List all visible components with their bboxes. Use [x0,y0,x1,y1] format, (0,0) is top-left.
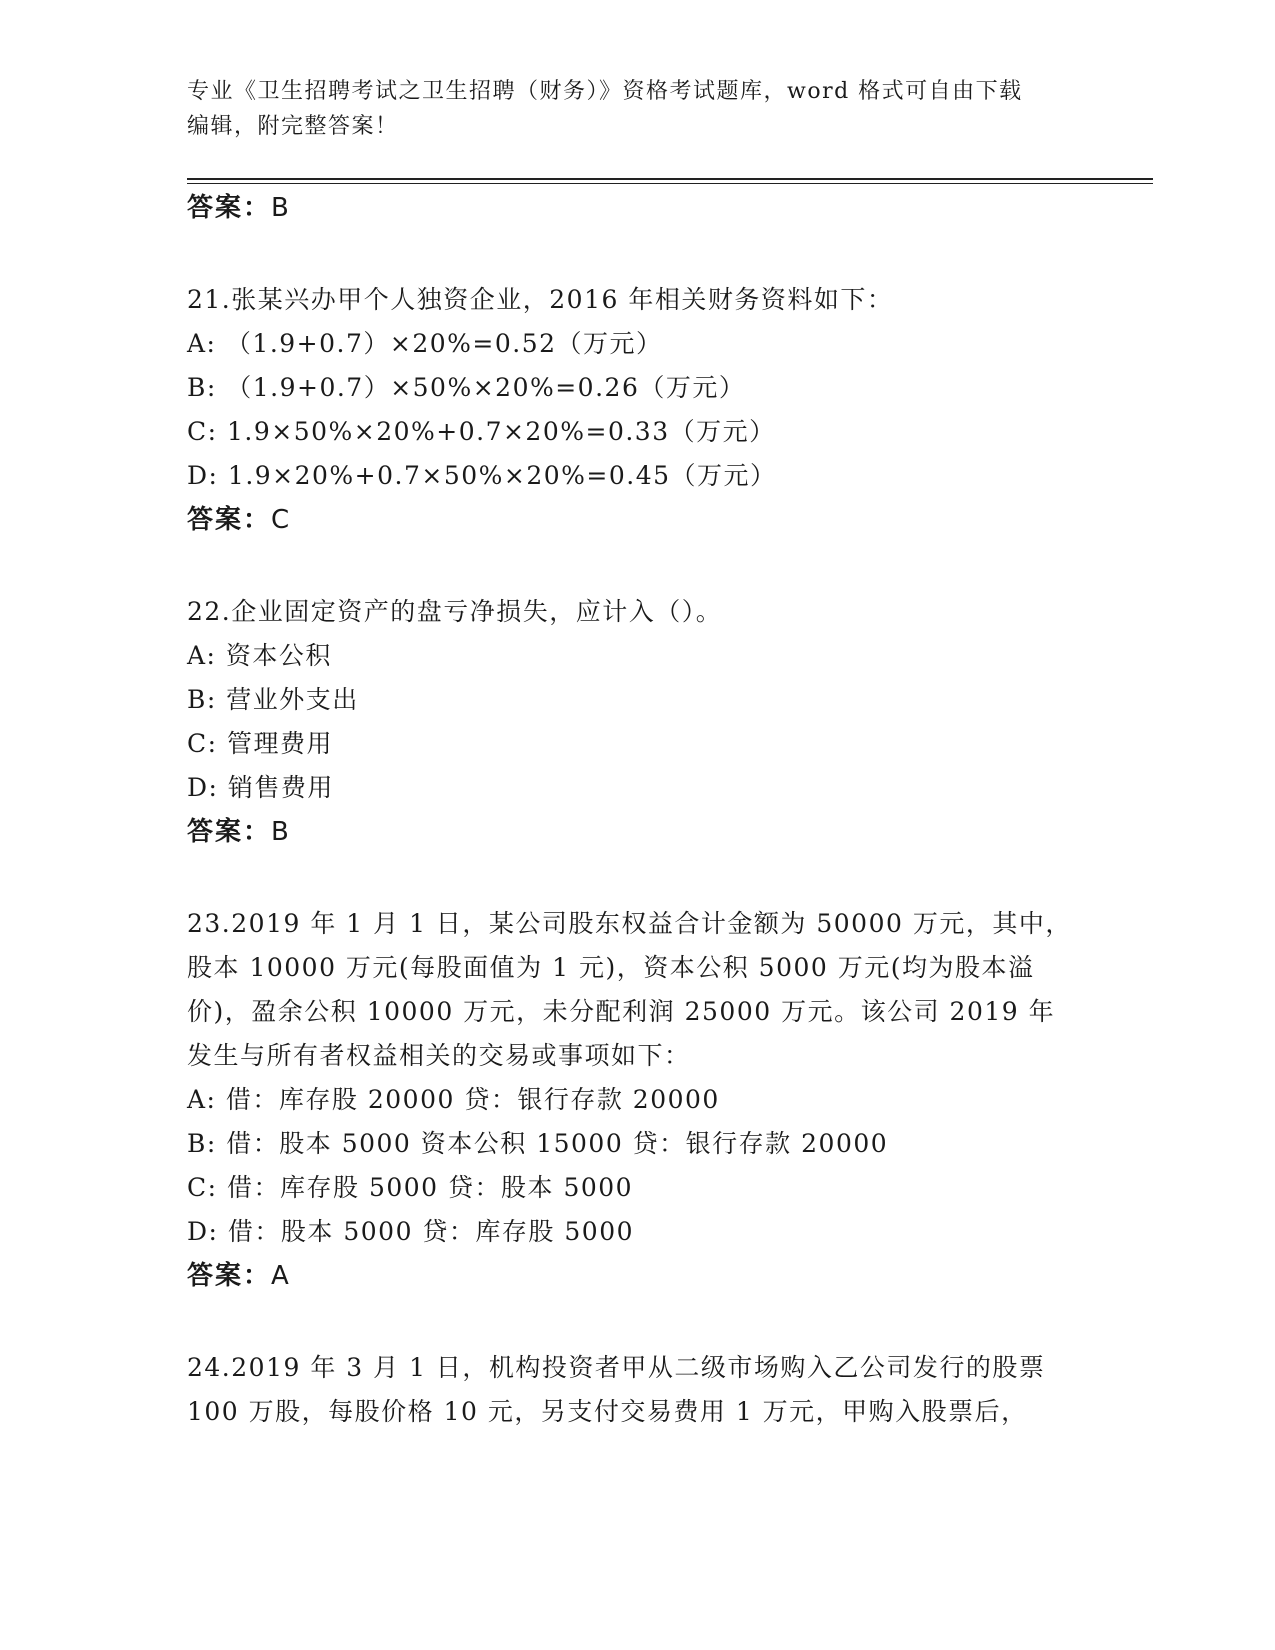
answer-value: C [271,505,292,535]
question-22-option-b: B: 营业外支出 [187,685,359,714]
question-22-option-c: C: 管理费用 [187,729,333,758]
question-21-stem: 21.张某兴办甲个人独资企业，2016 年相关财务资料如下： [187,285,894,314]
question-23-option-a: A: 借：库存股 20000 贷：银行存款 20000 [187,1085,720,1114]
question-23-stem-line-2: 股本 10000 万元(每股面值为 1 元)，资本公积 5000 万元(均为股本溢 [187,953,1035,982]
question-23-stem-line-3: 价)，盈余公积 10000 万元，未分配利润 25000 万元。该公司 2019 年 [187,997,1056,1026]
header-line-2: 编辑，附完整答案！ [187,114,399,139]
answer-label: 答案： [187,505,272,535]
question-24-stem-line-1: 24.2019 年 3 月 1 日，机构投资者甲从二级市场购入乙公司发行的股票 [187,1353,1046,1382]
answer-value: A [271,1261,291,1291]
answer-value: B [271,193,291,223]
question-23-stem-line-1: 23.2019 年 1 月 1 日，某公司股东权益合计金额为 50000 万元，其中， [187,909,1072,938]
header-divider-thick [187,178,1153,180]
document-header [187,74,1067,144]
question-21-option-a: A: （1.9+0.7）×20%=0.52（万元） [187,329,663,358]
question-22-option-a: A: 资本公积 [187,641,332,670]
header-divider-thin [187,183,1153,184]
answer-label: 答案： [187,1261,272,1291]
question-22-option-d: D: 销售费用 [187,773,334,802]
question-24-stem-line-2: 100 万股，每股价格 10 元，另支付交易费用 1 万元，甲购入股票后， [187,1397,1028,1426]
question-23-option-b: B: 借：股本 5000 资本公积 15000 贷：银行存款 20000 [187,1129,889,1158]
question-21-option-d: D: 1.9×20%+0.7×50%×20%=0.45（万元） [187,461,777,490]
question-23-option-d: D: 借：股本 5000 贷：库存股 5000 [187,1217,635,1246]
question-23-answer [187,1259,291,1293]
question-23-option-c: C: 借：库存股 5000 贷：股本 5000 [187,1173,634,1202]
answer-label: 答案： [187,817,272,847]
question-21-option-b: B: （1.9+0.7）×50%×20%=0.26（万元） [187,373,746,402]
question-21-option-c: C: 1.9×50%×20%+0.7×20%=0.33（万元） [187,417,776,446]
answer-label: 答案： [187,193,272,223]
question-23-stem-line-4: 发生与所有者权益相关的交易或事项如下： [187,1041,691,1070]
answer-line-prev [187,191,291,225]
question-22-stem: 22.企业固定资产的盘亏净损失，应计入（）。 [187,597,723,626]
question-22-answer [187,815,291,849]
answer-value: B [271,817,291,847]
header-line-1: 专业《卫生招聘考试之卫生招聘（财务）》资格考试题库，word 格式可自由下载 [187,79,1023,104]
question-21-answer [187,503,291,537]
